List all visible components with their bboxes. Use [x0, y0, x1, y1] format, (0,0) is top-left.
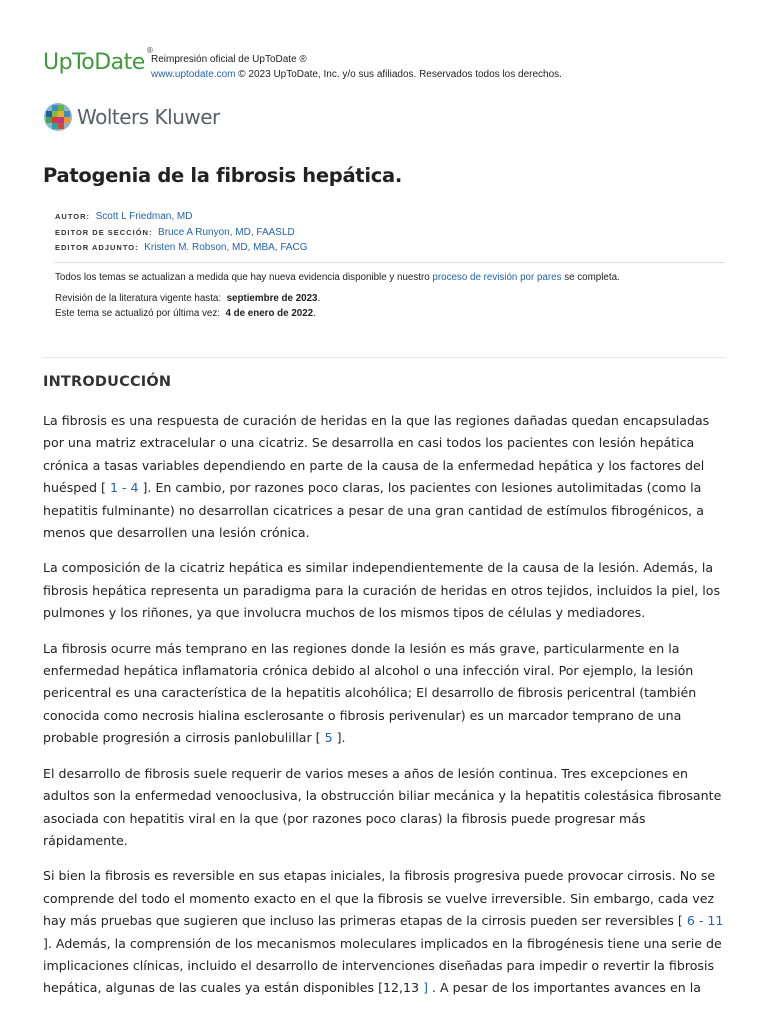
reprint-line: Reimpresión oficial de UpToDate ®	[151, 54, 307, 65]
copyright-line	[151, 67, 562, 82]
topic-meta	[55, 270, 725, 321]
paragraph: La composición de la cicatriz hepática es similar independientemente de la causa de la lesión. Además, la fibrosis hepática representa un paradigma para la curación de heridas en otros tejidos, incluidos la piel, los pulmones y los riñones, ya que involucra muchos de los mismos tipos de células y mediadores.	[43, 560, 721, 621]
author-row: AUTOR: Scott L Friedman, MD	[55, 211, 193, 222]
wolters-kluwer-logo-icon	[43, 102, 73, 132]
page-title: Patogenia de la fibrosis hepática.	[43, 164, 402, 187]
reference-link[interactable]: 6 - 11	[686, 913, 724, 929]
author-row: EDITOR DE SECCIÓN: Bruce A Runyon, MD, FAASLD	[55, 226, 295, 238]
registered-mark: ®	[145, 45, 154, 55]
paragraph: El desarrollo de fibrosis suele requerir de varios meses a años de lesión continua. Tres excepciones en adultos son la enfermedad venooclusiva, la obstrucción biliar mecánica y la hepatitis colestásica fibrosante asociada con hepatitis viral en la que (por razones poco claras) la fibrosis puede progresar más rápidamente.	[43, 765, 722, 848]
paragraph: La fibrosis ocurre más temprano en las regiones donde la lesión es más grave, particularmente en la enfermedad hepática inflamatoria crónica debido al alcohol o una infección viral. Por ejemplo, la lesión pericentral es una característica de la hepatitis alcohólica; El desarrollo de fibrosis pericentral (también conocida como necrosis hialina esclerosante o fibrosis perivenular) es un marcador temprano de una probable progresión a cirrosis panlobulillar [ 5 ].	[43, 640, 697, 746]
review-date: septiembre de 2023	[226, 293, 318, 304]
update-notice: Todos los temas se actualizan a medida que hay nueva evidencia disponible y nuestro proceso de revisión por pares se completa.	[55, 272, 620, 283]
publisher-logo	[43, 101, 220, 133]
paragraph: Si bien la fibrosis es reversible en sus etapas iniciales, la fibrosis progresiva puede provocar cirrosis. No se comprende del todo el momento exacto en el que la fibrosis se vuelve irreversible. Sin embargo, cada vez hay más pruebas que sugieren que incluso las primeras etapas de la cirrosis pueden ser reversibles [ 6 - 11 ]. Además, la comprensión de los mecanismos moleculares implicados en la fibrogénesis tiene una serie de implicaciones clínicas, incluido el desarrollo de intervenciones diseñadas para impedir o revertir la fibrosis hepática, algunas de las cuales ya están disponibles [12,13 ] . A pesar de los importantes avances en la	[43, 868, 724, 996]
publisher-name: Wolters Kluwer	[77, 105, 220, 129]
literature-review-line: Revisión de la literatura vigente hasta: septiembre de 2023.	[55, 293, 321, 304]
author-link[interactable]: Scott L Friedman, MD	[95, 211, 193, 222]
article-body	[43, 410, 725, 1013]
author-role-label: EDITOR ADJUNTO	[55, 243, 136, 252]
divider	[43, 357, 725, 358]
paragraph: La fibrosis es una respuesta de curación de heridas en la que las regiones dañadas quedan encapsuladas por una matriz extracelular o una cicatriz. Se desarrolla en casi todos los pacientes con lesión hepática crónica a tasas variables dependiendo en parte de la causa de la enfermedad hepática y los factores del huésped [ 1 - 4 ]. En cambio, por razones poco claras, los pacientes con lesiones autolimitadas (como la hepatitis fulminante) no desarrollan cicatrices a pesar de una gran cantidad de estímulos fibrogénicos, a menos que desarrollen una lesión crónica.	[43, 413, 710, 541]
section-heading: INTRODUCCIÓN	[43, 374, 172, 390]
reference-link[interactable]: 5	[324, 730, 333, 746]
author-link[interactable]: Bruce A Runyon, MD, FAASLD	[158, 226, 295, 238]
author-role-label: EDITOR DE SECCIÓN	[55, 227, 149, 237]
site-link[interactable]: www.uptodate.com	[151, 69, 236, 80]
author-role-label: AUTOR	[55, 212, 87, 221]
author-row: EDITOR ADJUNTO: Kristen M. Robson, MD, MBA, FACG	[55, 242, 308, 253]
reprint-notice	[151, 52, 562, 82]
logo-text: UpToDate	[43, 50, 145, 75]
peer-review-link[interactable]: proceso de revisión por pares	[432, 272, 562, 283]
last-updated-line: Este tema se actualizó por última vez: 4 de enero de 2022.	[55, 308, 316, 319]
divider	[55, 262, 725, 263]
author-list	[55, 209, 308, 256]
uptodate-logo[interactable]	[43, 45, 154, 75]
reference-link[interactable]: ]	[423, 980, 428, 996]
updated-date: 4 de enero de 2022	[225, 308, 314, 319]
author-link[interactable]: Kristen M. Robson, MD, MBA, FACG	[144, 242, 308, 253]
header	[43, 45, 725, 88]
reference-link[interactable]: 1 - 4	[109, 480, 139, 496]
copyright-text: © 2023 UpToDate, Inc. y/o sus afiliados. Reservados todos los derechos.	[235, 69, 562, 80]
